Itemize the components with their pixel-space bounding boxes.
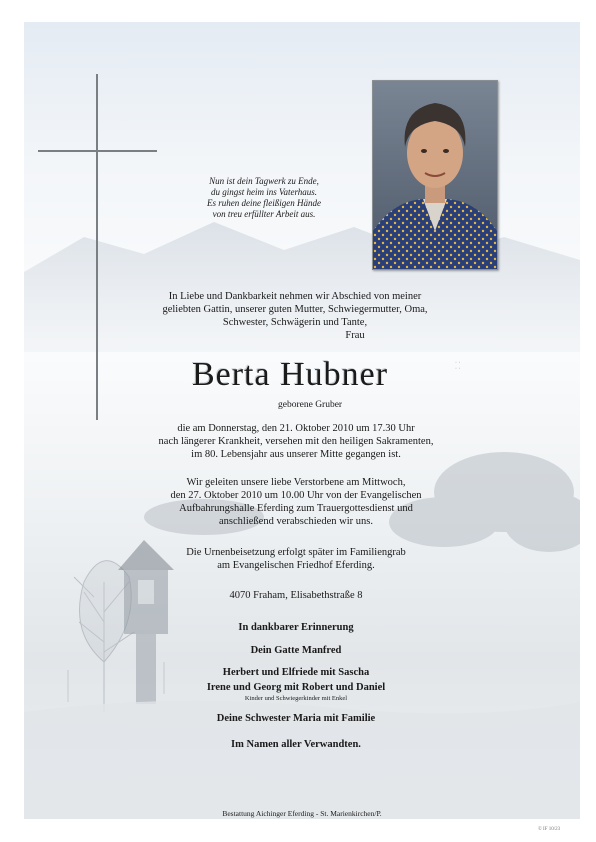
urn-line: Die Urnenbeisetzung erfolgt später im Familiengrab [186, 547, 406, 558]
death-line: die am Donnerstag, den 21. Oktober 2010 um 17.30 Uhr [177, 423, 415, 434]
intro-line: Schwester, Schwägerin und Tante, [222, 317, 368, 328]
urn-line: am Evangelischen Friedhof Eferding. [217, 560, 375, 571]
memorial-verse [174, 176, 354, 220]
funeral-line: Wir geleiten unsere liebe Verstorbene am Mittwoch, [186, 477, 406, 488]
funeral-paragraph [24, 476, 574, 528]
death-line: im 80. Lebensjahr aus unserer Mitte gegangen ist. [191, 449, 401, 460]
urn-paragraph [24, 546, 574, 572]
mourners-sister: Deine Schwester Maria mit Familie [216, 713, 376, 724]
intro-paragraph [24, 290, 573, 342]
cross-horizontal-bar [38, 150, 157, 152]
mourners-child-1: Herbert und Elfriede mit Sascha [222, 667, 370, 678]
verse-line: Nun ist dein Tagwerk zu Ende, [209, 176, 319, 186]
portrait-photo [372, 80, 498, 270]
funeral-home-footer: Bestattung Aichinger Eferding - St. Marienkirchen/P. [222, 809, 382, 818]
funeral-line: den 27. Oktober 2010 um 10.00 Uhr von der Evangelischen [170, 490, 422, 501]
death-paragraph [24, 422, 574, 461]
funeral-line: anschließend verabschieden wir uns. [219, 516, 373, 527]
deceased-name: Berta Hubner [191, 356, 389, 393]
mourners-relatives: Im Namen aller Verwandten. [231, 739, 361, 750]
corner-code: © IF 10/23 [538, 827, 561, 832]
mourners-husband: Dein Gatte Manfred [250, 645, 342, 656]
decorative-mark: · · · · [455, 360, 461, 372]
funeral-line: Aufbahrungshalle Eferding zum Trauergottesdienst und [179, 503, 413, 514]
mourners-memory: In dankbarer Erinnerung [238, 622, 354, 633]
verse-line: du gingst heim ins Vaterhaus. [210, 187, 318, 197]
intro-line: Frau [345, 330, 365, 341]
portrait-image [373, 81, 497, 269]
mourners-grandchildren: Kinder und Schwiegerkinder mit Enkel [244, 695, 348, 702]
background-frame [24, 22, 580, 819]
intro-line: geliebten Gattin, unserer guten Mutter, Schwiegermutter, Oma, [162, 304, 428, 315]
verse-line: von treu erfüllter Arbeit aus. [212, 209, 316, 219]
mourners-child-2: Irene und Georg mit Robert und Daniel [206, 682, 386, 693]
address: 4070 Fraham, Elisabethstraße 8 [229, 590, 363, 601]
intro-line: In Liebe und Dankbarkeit nehmen wir Abschied von meiner [168, 291, 422, 302]
death-line: nach längerer Krankheit, versehen mit den heiligen Sakramenten, [158, 436, 434, 447]
verse-line: Es ruhen deine fleißigen Hände [207, 198, 321, 208]
birth-name: geborene Gruber [278, 400, 343, 410]
